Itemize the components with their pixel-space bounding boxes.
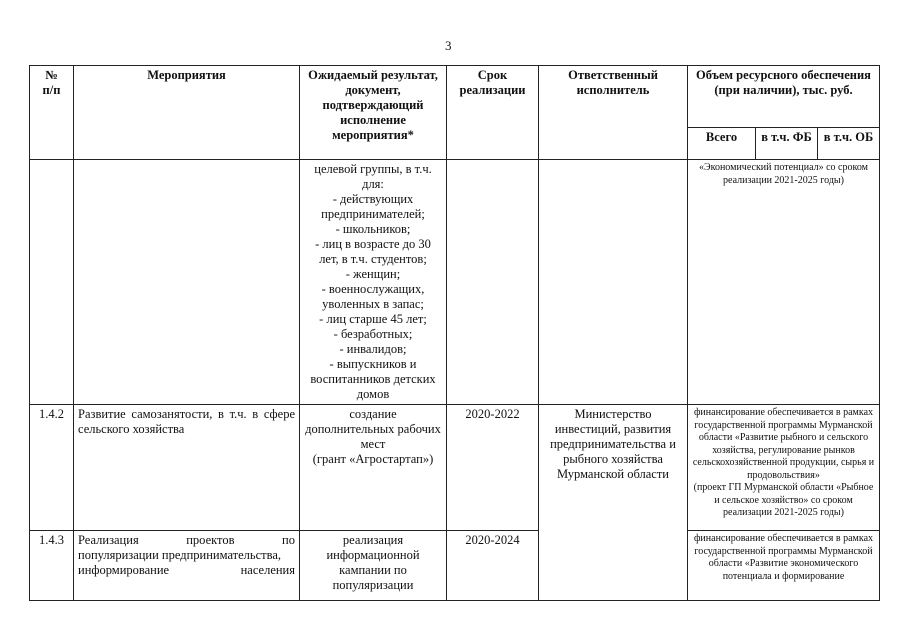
row-funding: финансирование обеспечивается в рамках государственной программы Мурманской области «Развитие экономического потенциала и формирование [688, 531, 880, 601]
row-term [447, 160, 539, 405]
table-row [30, 160, 880, 405]
table-row [30, 405, 880, 531]
row-term: 2020-2024 [447, 531, 539, 601]
row-num: 1.4.2 [30, 405, 74, 531]
header-fb: в т.ч. ФБ [756, 128, 818, 160]
row-result: создание дополнительных рабочих мест (грант «Агростартап») [300, 405, 447, 531]
header-row [30, 66, 880, 128]
header-funding: Объем ресурсного обеспечения (при наличии), тыс. руб. [688, 66, 880, 128]
page-number: 3 [445, 38, 452, 53]
header-term: Срок реализации [447, 66, 539, 160]
row-executor: Министерство инвестиций, развития предпринимательства и рыбного хозяйства Мурманской области [539, 405, 688, 601]
row-funding: «Экономический потенциал» со сроком реализации 2021-2025 годы) [688, 160, 880, 405]
row-measure: Развитие самозанятости, в т.ч. в сфере сельского хозяйства [74, 405, 300, 531]
row-num: 1.4.3 [30, 531, 74, 601]
row-num [30, 160, 74, 405]
row-executor [539, 160, 688, 405]
header-result: Ожидаемый результат, документ, подтверждающий исполнение мероприятия* [300, 66, 447, 160]
row-result: целевой группы, в т.ч. для: - действующих предпринимателей; - школьников; - лиц в возрасте до 30 лет, в т.ч. студентов; - женщин; - военнослужащих, уволенных в запас; - лиц старше 45 лет; - безработных; - инвалидов; - выпускников и воспитанников детских домов [300, 160, 447, 405]
row-result: реализация информационной кампании по популяризации [300, 531, 447, 601]
row-term: 2020-2022 [447, 405, 539, 531]
row-measure [74, 160, 300, 405]
row-measure: Реализация проектов по популяризации предпринимательства, информирование населения [74, 531, 300, 601]
row-funding: финансирование обеспечивается в рамках государственной программы Мурманской области «Развитие рыбного и сельского хозяйства, регулирование рынков сельскохозяйственной продукции, сырья и продовольствия» (проект ГП Мурманской области «Рыбное и сельское хозяйство» со сроком реализации 2021-2025 годы) [688, 405, 880, 531]
header-measures: Мероприятия [74, 66, 300, 160]
header-ob: в т.ч. ОБ [818, 128, 880, 160]
table-row [30, 531, 880, 601]
activities-table [29, 65, 880, 601]
header-num: № п/п [30, 66, 74, 160]
header-total: Всего [688, 128, 756, 160]
header-executor: Ответственный исполнитель [539, 66, 688, 160]
